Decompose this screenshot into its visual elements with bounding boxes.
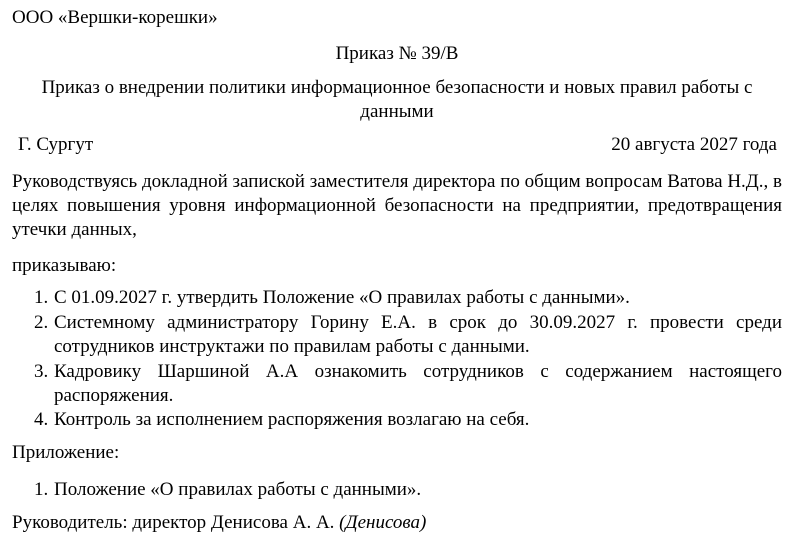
list-item-number: 1. bbox=[34, 479, 49, 500]
list-item bbox=[34, 478, 782, 502]
list-item bbox=[34, 311, 782, 359]
order-directive: приказываю: bbox=[12, 255, 117, 276]
order-city: Г. Сургут bbox=[18, 134, 94, 155]
list-item-text: С 01.09.2027 г. утвердить Положение «О правилах работы с данными». bbox=[54, 287, 630, 308]
order-date: 20 августа 2027 года bbox=[611, 134, 777, 155]
list-item bbox=[34, 360, 782, 408]
list-item bbox=[34, 408, 782, 432]
list-item-number: 4. bbox=[34, 409, 49, 430]
organization-name: ООО «Вершки-корешки» bbox=[12, 7, 218, 28]
list-item-text: Системному администратору Горину Е.А. в срок до 30.09.2027 г. провести среди сотрудников инструктажи по правилам работы с данными. bbox=[54, 312, 782, 357]
order-number: Приказ № 39/В bbox=[335, 43, 459, 64]
list-item-number: 1. bbox=[34, 287, 49, 308]
list-item-number: 2. bbox=[34, 312, 49, 333]
order-preamble: Руководствуясь докладной запиской заместителя директора по общим вопросам Ватова Н.Д., в целях повышения уровня информационной безопасности на предприятии, предотвращения утечки данных, bbox=[12, 171, 782, 240]
signature: (Денисова) bbox=[339, 512, 427, 533]
appendix-label: Приложение: bbox=[12, 442, 120, 463]
signature-line: Руководитель: директор Денисова А. А. bbox=[12, 512, 335, 533]
list-item bbox=[34, 286, 782, 310]
list-item-number: 3. bbox=[34, 361, 49, 382]
signature-block bbox=[12, 511, 426, 535]
list-item-text: Контроль за исполнением распоряжения возлагаю на себя. bbox=[54, 409, 530, 430]
list-item-text: Кадровику Шаршиной А.А ознакомить сотрудников с содержанием настоящего распоряжения. bbox=[54, 361, 782, 406]
order-title: Приказ о внедрении политики информационное безопасности и новых правил работы с данными bbox=[41, 77, 753, 122]
list-item-text: Положение «О правилах работы с данными». bbox=[54, 479, 422, 500]
